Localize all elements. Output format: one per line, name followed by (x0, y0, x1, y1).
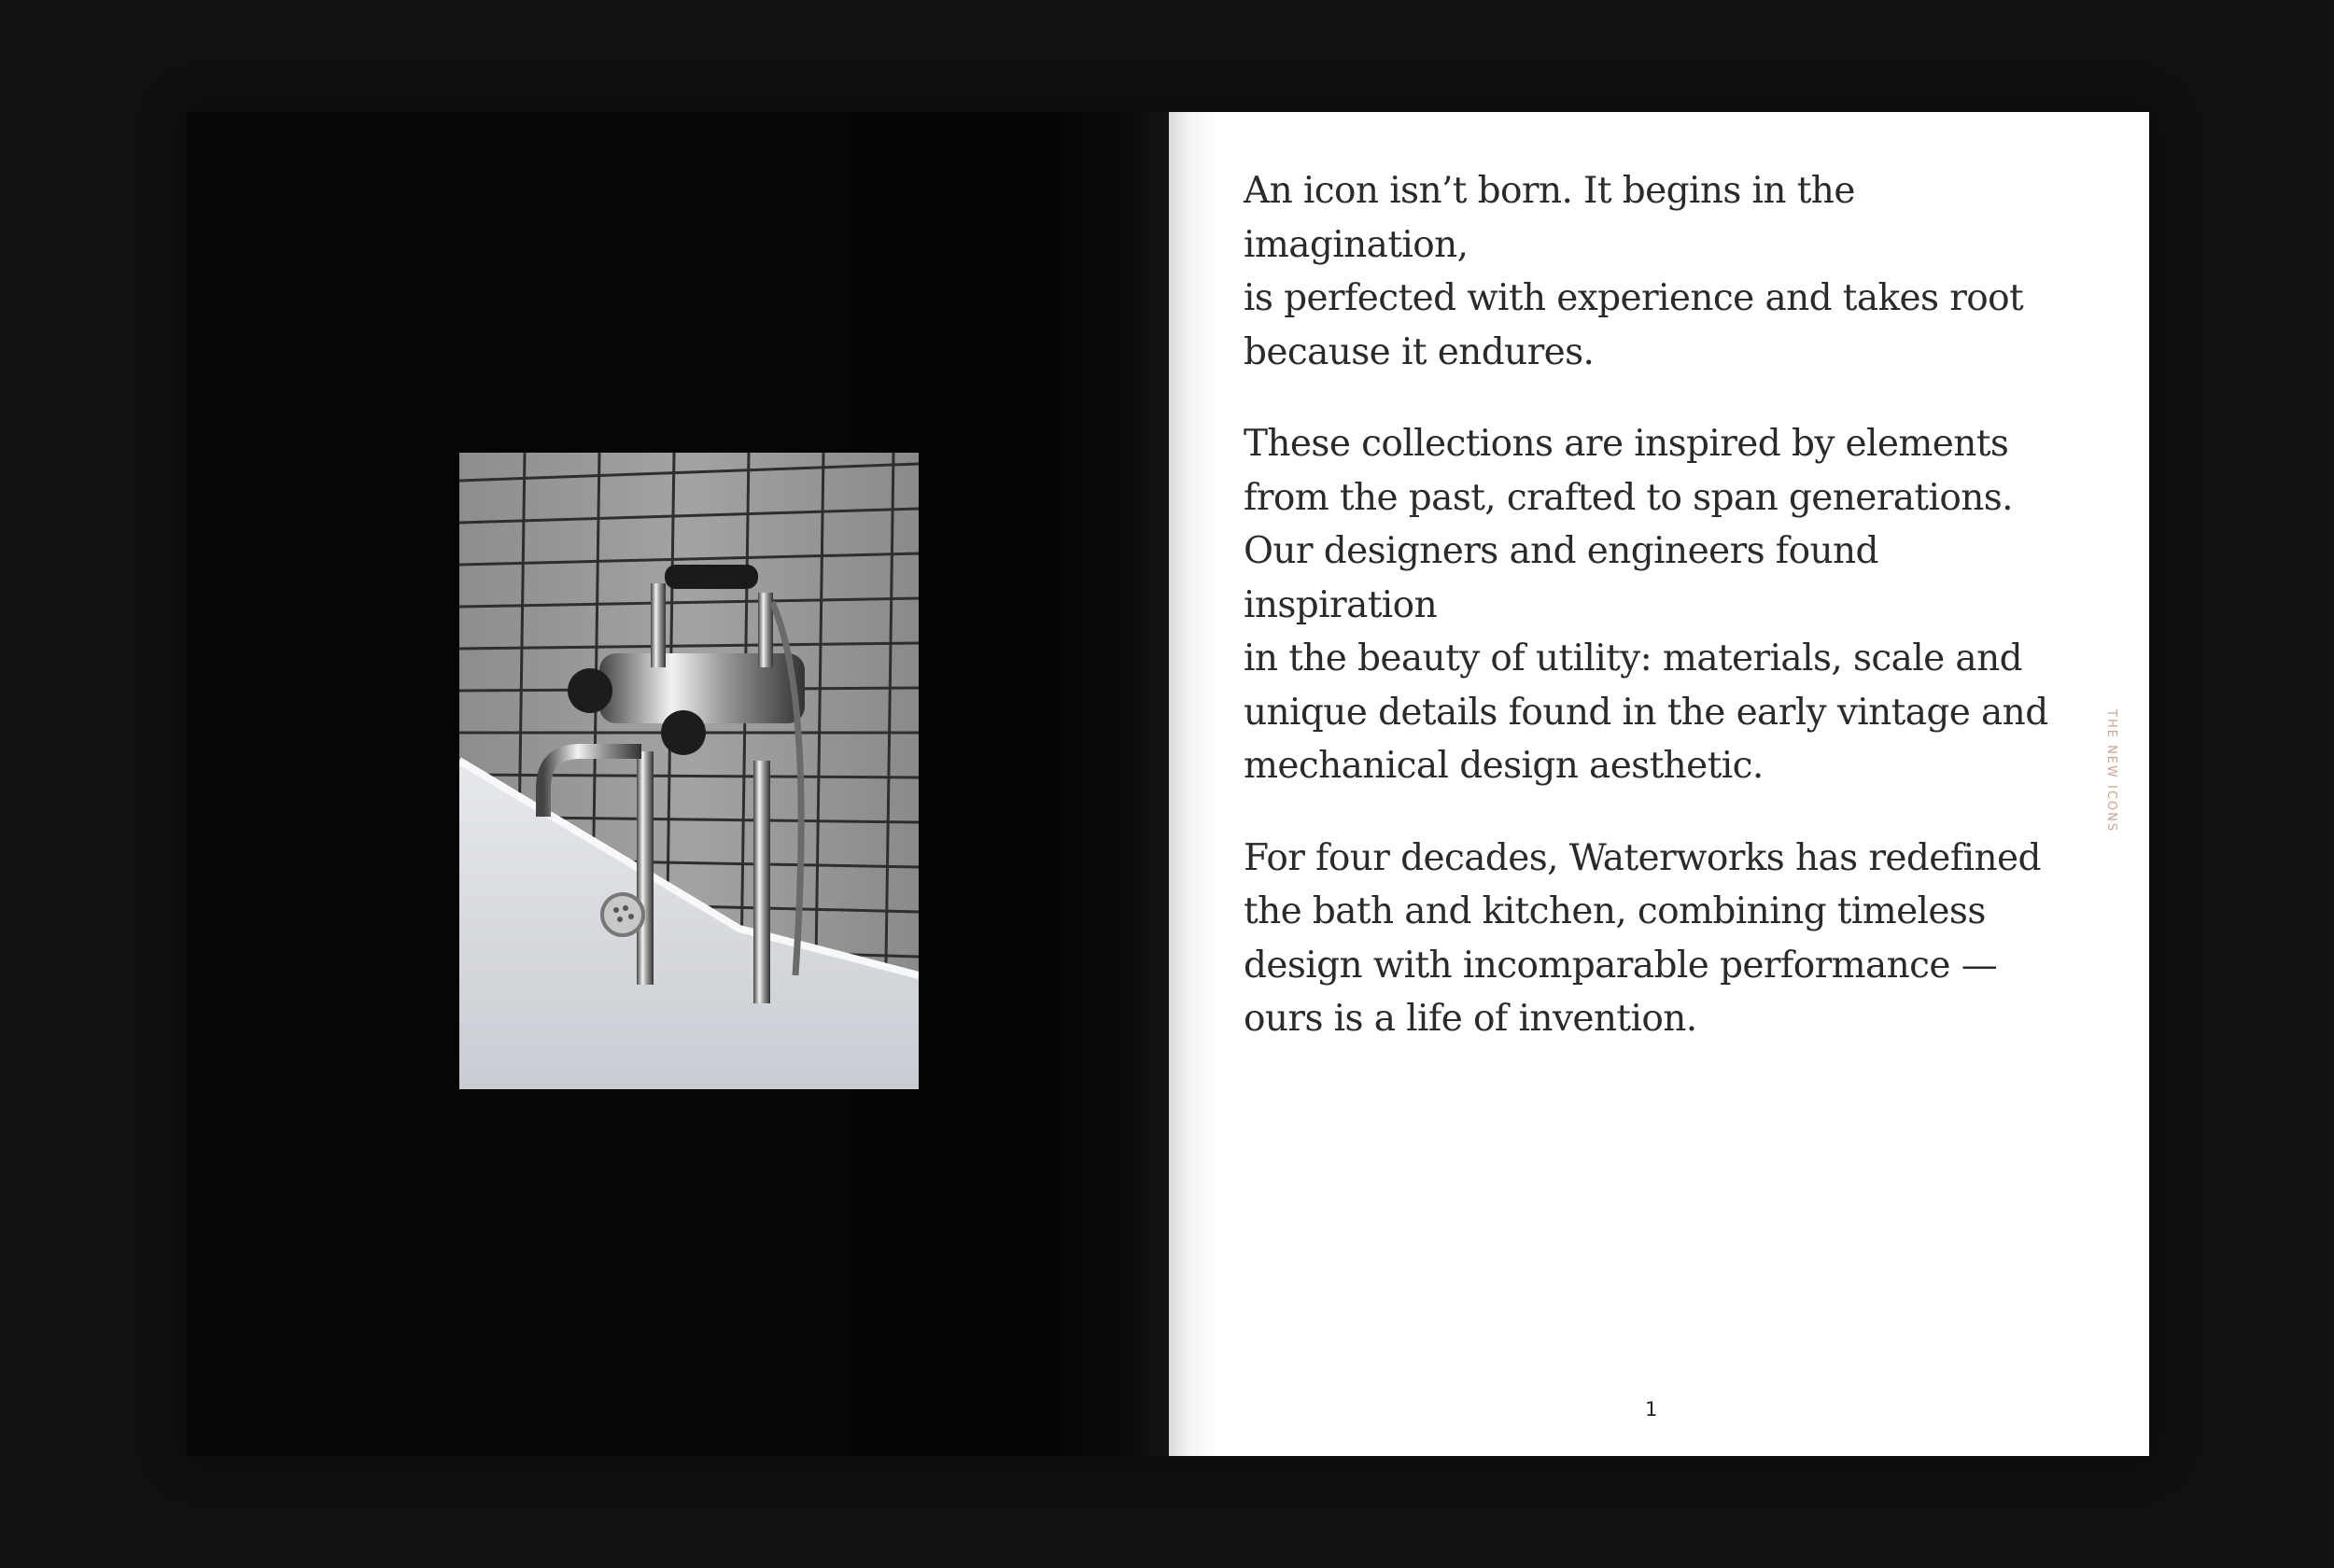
right-page (1169, 112, 2149, 1456)
bathtub-faucet-photo (459, 453, 919, 1089)
paragraph-collections: These collections are inspired by elements from the past, crafted to span generations. Our designers and engineers found inspiration in the beauty of utility: materials, scale and unique details found in the early vintage and mechanical design aesthetic. (1244, 423, 2048, 787)
left-page (187, 112, 1169, 1456)
paragraph-intro: An icon isn’t born. It begins in the imagination, is perfected with experience and takes root because it endures. (1244, 170, 2024, 373)
section-label: THE NEW ICONS (2104, 709, 2118, 833)
paragraph-waterworks: For four decades, Waterworks has redefined the bath and kitchen, combining timeless design with incomparable performance — ours is a life of invention. (1244, 836, 2041, 1040)
page-number: 1 (1645, 1398, 1658, 1421)
magazine-spread (187, 112, 2149, 1456)
body-text (1244, 164, 2065, 1085)
